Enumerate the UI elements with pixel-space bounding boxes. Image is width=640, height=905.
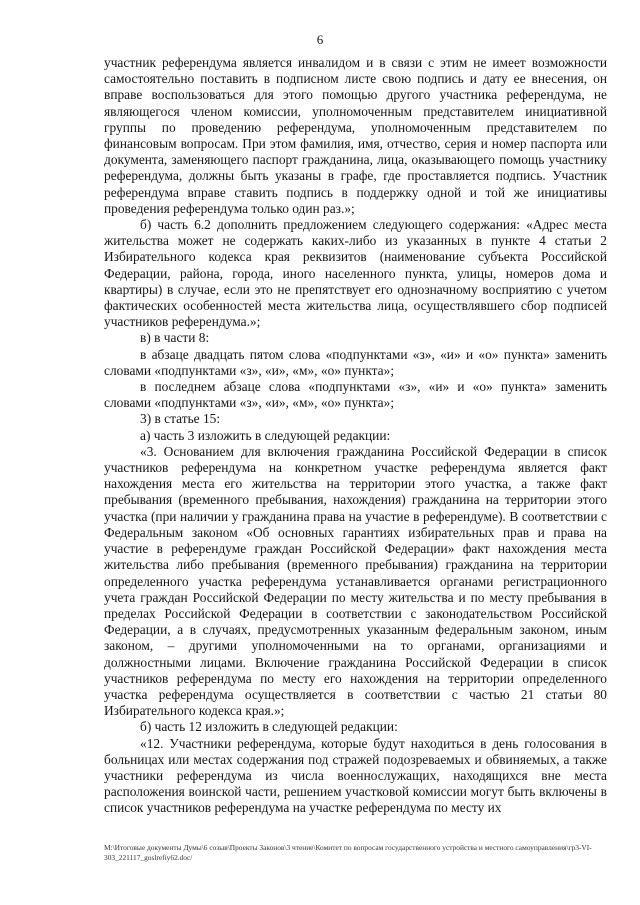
paragraph: «3. Основанием для включения гражданина Российской Федерации в список участников референдума на конкретном участке референдума является факт нахождения места его жительства на территории этого участка, а также факт пребывания (временного пребывания, нахождения) гражданина на территории этого участка (при наличии у гражданина права на участие в референдуме). В соответствии с Федеральным законом «Об основных гарантиях избирательных прав и права на участие в референдуме граждан Российской Федерации» факт нахождения места жительства либо пребывания (временного пребывания) гражданина на территории определенного участка референдума устанавливается органами регистрационного учета граждан Российской Федерации по месту жительства и по месту пребывания в пределах Российской Федерации в соответствии с законодательством Российской Федерации, а в случаях, предусмотренных указанным федеральным законом, иным законом, – другими уполномоченными на то органами, организациями и должностными лицами. Включение гражданина Российской Федерации в список участников референдума по месту его нахождения на территории определенного участка референдума осуществляется в соответствии с частью 21 статьи 80 Избирательного кодекса края.»; <box>104 443 607 719</box>
page-number: 6 <box>316 32 324 47</box>
paragraph: а) часть 3 изложить в следующей редакции: <box>140 427 391 443</box>
paragraph: б) часть 12 изложить в следующей редакции: <box>140 719 398 735</box>
paragraph: 3) в статье 15: <box>140 411 221 427</box>
paragraph: в) в части 8: <box>140 330 210 346</box>
file-path-footer: М:\Итоговые документы Думы\6 созыв\Проекты Законов\3 чтение\Комитет по вопросам государственного устройства и местного самоуправления\гр3-VI-303_221117_goslrefiy62.doc/ <box>104 843 592 862</box>
paragraph: «12. Участники референдума, которые будут находиться в день голосования в больницах или местах содержания под стражей подозреваемых и обвиняемых, а также участники референдума из числа военнослужащих, находящихся вне места расположения воинской части, решением участковой комиссии могут быть включены в список участников референдума на участке референдума по месту их <box>104 735 607 816</box>
paragraph: в последнем абзаце слова «подпунктами «з», «и» и «о» пункта» заменить словами «подпунктами «з», «и», «м», «о» пункта»; <box>104 379 607 411</box>
paragraph: б) часть 6.2 дополнить предложением следующего содержания: «Адрес места жительства может не содержать каких-либо из указанных в пункте 4 статьи 2 Избирательного кодекса края реквизитов (наименование субъекта Российской Федерации, района, города, иного населенного пункта, улицы, номеров дома и квартиры) в случае, если это не препятствует его однозначному восприятию с учетом фактических особенностей места жительства лица, осуществлявшего сбор подписей участников референдума.»; <box>104 217 607 330</box>
paragraph: участник референдума является инвалидом и в связи с этим не имеет возможности самостоятельно поставить в подписном листе свою подпись и дату ее внесения, он вправе воспользоваться для этого помощью другого участника референдума, не являющегося членом комиссии, уполномоченным представителем инициативной группы по проведению референдума, уполномоченным представителем по финансовым вопросам. При этом фамилия, имя, отчество, серия и номер паспорта или документа, заменяющего паспорт гражданина, лица, оказывающего помощь участнику референдума, должны быть указаны в графе, где проставляется подпись. Участник референдума вправе ставить подпись в поддержку одной и той же инициативы проведения референдума только один раз.»; <box>104 55 607 216</box>
document-body <box>104 55 607 817</box>
paragraph: в абзаце двадцать пятом слова «подпунктами «з», «и» и «о» пункта» заменить словами «подпунктами «з», «и», «м», «о» пункта»; <box>104 346 607 378</box>
